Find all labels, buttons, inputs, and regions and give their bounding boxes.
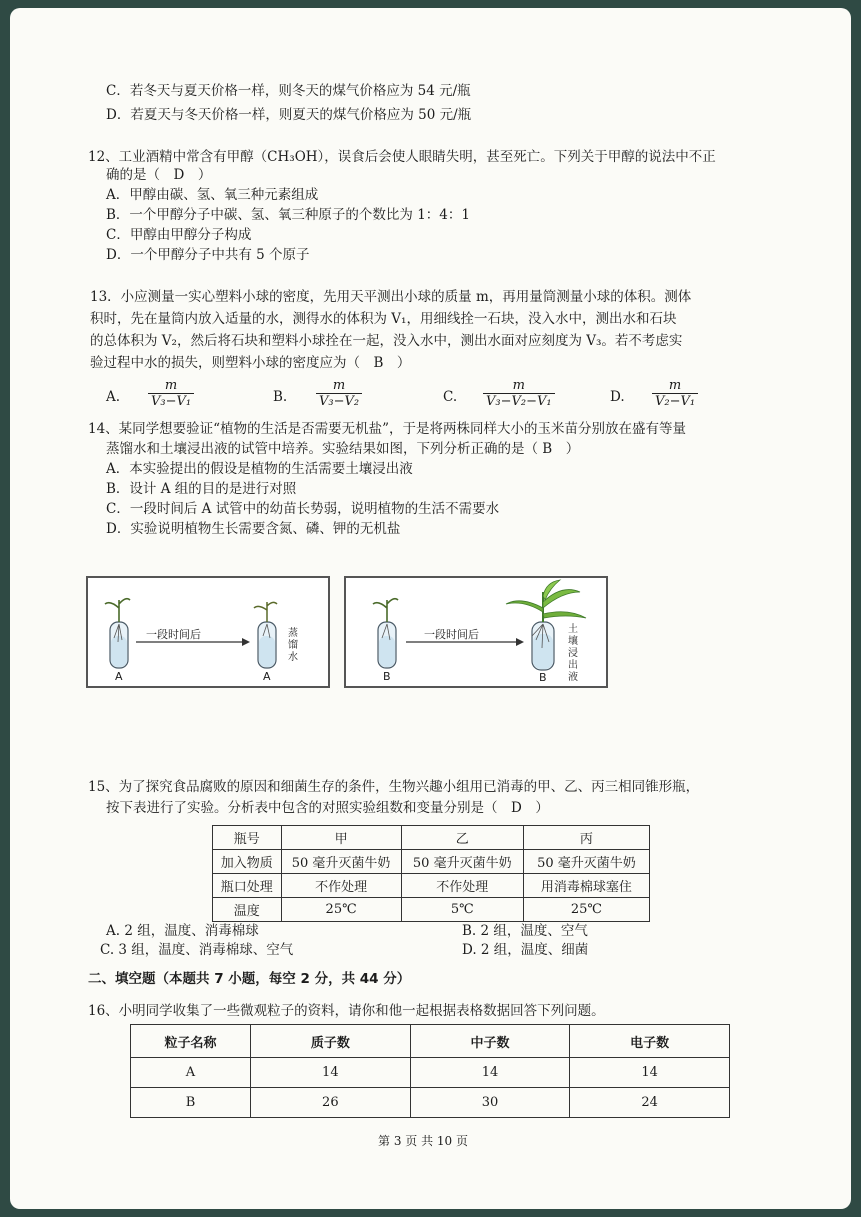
figure-b-label-after: B (539, 671, 547, 684)
table-row (213, 874, 650, 898)
q11-option-d: D．若夏天与冬天价格一样，则夏天的煤气价格应为 50 元/瓶 (106, 107, 472, 123)
table-cell: 温度 (213, 898, 282, 922)
q14-option-d: D．实验说明植物生长需要含氮、磷、钾的无机盐 (106, 521, 401, 537)
table-cell: 14 (570, 1058, 730, 1088)
q11-option-c: C．若冬天与夏天价格一样，则冬天的煤气价格应为 54 元/瓶 (106, 83, 471, 99)
table-cell: 瓶口处理 (213, 874, 282, 898)
q14-option-c: C．一段时间后 A 试管中的幼苗长势弱，说明植物的生活不需要水 (106, 501, 500, 517)
table-cell: 不作处理 (401, 874, 523, 898)
q13-line1: 13．小应测量一实心塑料小球的密度，先用天平测出小球的质量 m，再用量筒测量小球的体积。测体 (90, 289, 692, 305)
table-row (131, 1058, 730, 1088)
q14-line2: 蒸馏水和土壤浸出液的试管中培养。实验结果如图，下列分析正确的是（ B ） (106, 441, 580, 457)
q13-option-d-label: D. (610, 389, 625, 405)
table-cell: 24 (570, 1088, 730, 1118)
table-cell: 乙 (401, 826, 523, 850)
figure-a-liquid-label: 蒸馏水 (288, 628, 298, 663)
table-cell: 5℃ (401, 898, 523, 922)
table-cell: 25℃ (281, 898, 401, 922)
q13-option-b-denominator: V₃−V₂ (316, 393, 362, 409)
q14-option-b: B．设计 A 组的目的是进行对照 (106, 481, 297, 497)
q13-line3: 的总体积为 V₂，然后将石块和塑料小球拴在一起，没入水中，测出水面对应刻度为 V₃。若不考虑实 (90, 333, 683, 349)
figure-a-arrow-label: 一段时间后 (146, 628, 201, 641)
figure-b-liquid-label: 土壤浸出液 (568, 624, 578, 683)
figure-group-a (86, 576, 330, 688)
q13-option-a-numerator: m (164, 378, 178, 393)
section-heading: 二、填空题（本题共 7 小题，每空 2 分，共 44 分） (88, 971, 411, 987)
q13-option-c-denominator: V₃−V₂−V₁ (483, 393, 555, 409)
q13-option-a-denominator: V₃−V₁ (148, 393, 194, 409)
q13-line2: 积时，先在量筒内放入适量的水，测得水的体积为 V₁，用细线拴一石块，没入水中，测出水和石块 (90, 311, 677, 327)
q13-option-d-numerator: m (668, 378, 682, 393)
figure-b-arrow-label: 一段时间后 (424, 628, 479, 641)
figure-b-label-before: B (383, 670, 391, 683)
table-cell: 50 毫升灭菌牛奶 (401, 850, 523, 874)
q12-option-d: D．一个甲醇分子中共有 5 个原子 (106, 247, 310, 263)
q12-line2: 确的是（ D ） (106, 167, 212, 183)
table-header-cell: 质子数 (251, 1025, 411, 1058)
figure-a-label-after: A (263, 670, 271, 683)
q15-line1: 15、为了探究食品腐败的原因和细菌生存的条件，生物兴趣小组用已消毒的甲、乙、丙三相同锥形瓶， (88, 779, 700, 795)
table-cell: 30 (410, 1088, 570, 1118)
table-row (213, 826, 650, 850)
table-cell: B (131, 1088, 251, 1118)
table-row (213, 850, 650, 874)
q13-option-c-fraction (483, 378, 555, 409)
q15-experiment-table (212, 825, 650, 922)
table-cell: A (131, 1058, 251, 1088)
q13-option-b-numerator: m (332, 378, 346, 393)
q13-option-d-fraction (652, 378, 698, 409)
q15-option-c: C. 3 组，温度、消毒棉球、空气 (100, 942, 294, 958)
q12-option-c: C．甲醇由甲醇分子构成 (106, 227, 252, 243)
table-cell: 不作处理 (281, 874, 401, 898)
figure-a-label-before: A (115, 670, 123, 683)
table-cell: 14 (410, 1058, 570, 1088)
table-row (131, 1088, 730, 1118)
q12-option-a: A．甲醇由碳、氢、氧三种元素组成 (106, 187, 319, 203)
q13-option-b-label: B. (273, 389, 288, 405)
figure-group-b (344, 576, 608, 688)
table-cell: 丙 (523, 826, 649, 850)
q15-option-b: B. 2 组，温度、空气 (462, 923, 588, 939)
table-cell: 14 (251, 1058, 411, 1088)
q14-line1: 14、某同学想要验证“植物的生活是否需要无机盐”，于是将两株同样大小的玉米苗分别放在盛有等量 (88, 421, 686, 437)
q13-line4: 验过程中水的损失，则塑料小球的密度应为（ B ） (90, 355, 411, 371)
q13-option-c-label: C. (443, 389, 458, 405)
table-cell: 瓶号 (213, 826, 282, 850)
q15-option-a: A. 2 组，温度、消毒棉球 (106, 923, 259, 939)
q16-line1: 16、小明同学收集了一些微观粒子的资料，请你和他一起根据表格数据回答下列问题。 (88, 1003, 605, 1019)
table-cell: 25℃ (523, 898, 649, 922)
table-cell: 甲 (281, 826, 401, 850)
table-cell: 用消毒棉球塞住 (523, 874, 649, 898)
q13-option-a-fraction (148, 378, 194, 409)
table-row (213, 898, 650, 922)
q13-option-d-denominator: V₂−V₁ (652, 393, 698, 409)
q12-option-b: B．一个甲醇分子中碳、氢、氧三种原子的个数比为 1：4：1 (106, 207, 470, 223)
table-header-cell: 粒子名称 (131, 1025, 251, 1058)
table-cell: 50 毫升灭菌牛奶 (281, 850, 401, 874)
q14-option-a: A．本实验提出的假设是植物的生活需要土壤浸出液 (106, 461, 413, 477)
table-cell: 26 (251, 1088, 411, 1118)
table-header-cell: 中子数 (410, 1025, 570, 1058)
page-footer: 第 3 页 共 10 页 (378, 1134, 468, 1148)
table-header-cell: 电子数 (570, 1025, 730, 1058)
q16-particle-table (130, 1024, 730, 1118)
table-header-row (131, 1025, 730, 1058)
q13-option-c-numerator: m (512, 378, 525, 393)
q13-option-a-label: A. (106, 389, 121, 405)
exam-page (10, 8, 851, 1209)
q13-option-b-fraction (316, 378, 362, 409)
q12-line1: 12、工业酒精中常含有甲醇（CH₃OH），误食后会使人眼睛失明，甚至死亡。下列关于甲醇的说法中不正 (88, 149, 716, 165)
table-cell: 50 毫升灭菌牛奶 (523, 850, 649, 874)
table-cell: 加入物质 (213, 850, 282, 874)
q15-line2: 按下表进行了实验。分析表中包含的对照实验组数和变量分别是（ D ） (106, 800, 549, 816)
q15-option-d: D. 2 组，温度、细菌 (462, 942, 589, 958)
